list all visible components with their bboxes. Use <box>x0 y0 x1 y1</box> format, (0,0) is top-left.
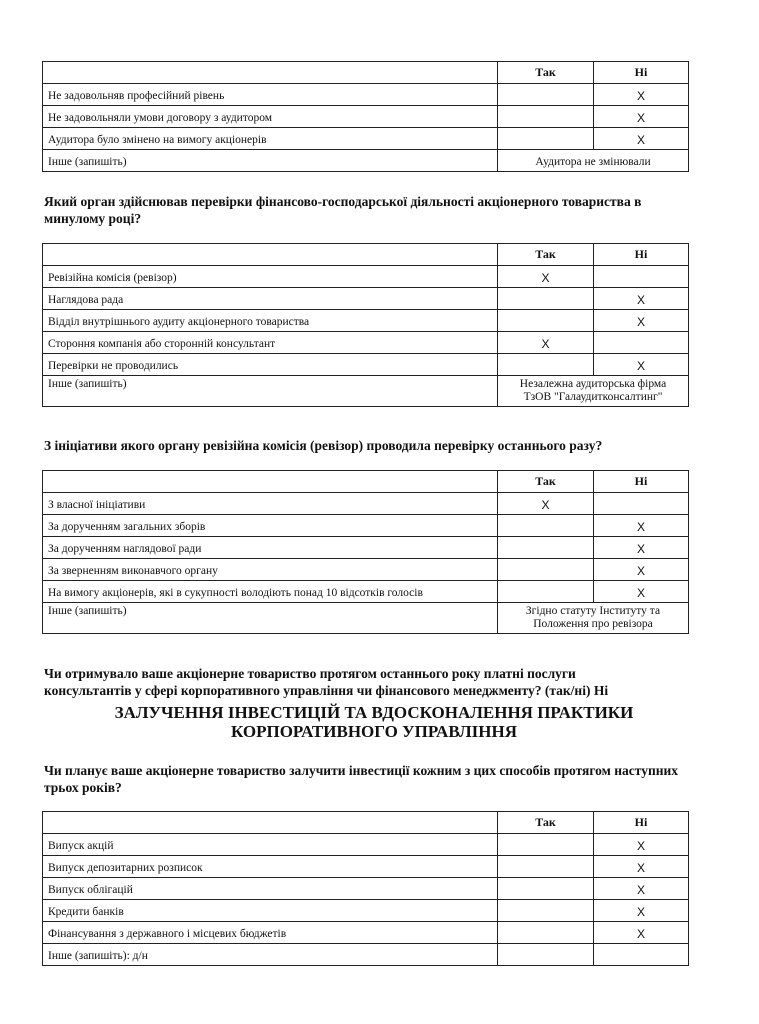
other-value-line1: Згідно статуту Інституту та <box>525 605 661 617</box>
table-row <box>43 128 689 150</box>
no-cell: X <box>594 856 689 878</box>
no-cell <box>594 266 689 288</box>
other-value-line2: Положення про ревізора <box>533 618 653 630</box>
table-row <box>43 581 689 603</box>
row-label: Випуск депозитарних розписок <box>43 856 498 878</box>
other-value <box>498 376 689 407</box>
row-label-other: Інше (запишіть) <box>43 150 498 172</box>
row-label: Перевірки не проводились <box>43 354 498 376</box>
no-cell <box>594 493 689 515</box>
yes-cell <box>498 834 594 856</box>
yes-cell <box>498 878 594 900</box>
table-row <box>43 493 689 515</box>
yes-cell <box>498 944 594 966</box>
table-row <box>43 900 689 922</box>
table-row <box>43 559 689 581</box>
row-label: Не задовольняли умови договору з аудитором <box>43 106 498 128</box>
header-yes: Так <box>498 244 594 266</box>
yes-cell <box>498 537 594 559</box>
yes-cell <box>498 310 594 332</box>
row-label: За дорученням наглядової ради <box>43 537 498 559</box>
row-label: На вимогу акціонерів, які в сукупності володіють понад 10 відсотків голосів <box>43 581 498 603</box>
row-label: Випуск акцій <box>43 834 498 856</box>
yes-cell <box>498 84 594 106</box>
no-cell: X <box>594 922 689 944</box>
question-audit-initiative: З ініціативи якого органу ревізійна комісія (ревізор) проводила перевірку останнього разу? <box>44 438 603 453</box>
question-investments: Чи планує ваше акціонерне товариство залучити інвестиції кожним з цих способів протягом наступних трьох років? <box>44 763 679 795</box>
investments-table <box>42 811 689 966</box>
yes-cell <box>498 900 594 922</box>
no-cell <box>594 332 689 354</box>
header-no: Ні <box>594 244 689 266</box>
table-row-other <box>43 944 689 966</box>
no-cell <box>594 944 689 966</box>
yes-cell <box>498 515 594 537</box>
other-value <box>498 603 689 634</box>
row-label: Стороння компанія або сторонній консультант <box>43 332 498 354</box>
row-label: За зверненням виконавчого органу <box>43 559 498 581</box>
table-row <box>43 834 689 856</box>
table-header-row <box>43 244 689 266</box>
no-cell: X <box>594 581 689 603</box>
question-audit-body: Який орган здійснював перевірки фінансово-господарської діяльності акціонерного товариства в минулому році? <box>44 194 642 226</box>
header-blank <box>43 62 498 84</box>
row-label: Випуск облігацій <box>43 878 498 900</box>
no-cell: X <box>594 878 689 900</box>
row-label: Ревізійна комісія (ревізор) <box>43 266 498 288</box>
audit-initiative-table <box>42 470 689 634</box>
yes-cell <box>498 559 594 581</box>
no-cell: X <box>594 84 689 106</box>
yes-cell <box>498 581 594 603</box>
no-cell: X <box>594 515 689 537</box>
question-consultants <box>44 665 704 699</box>
other-value-line2: ТзОВ "Галаудитконсалтинг" <box>523 391 663 403</box>
header-blank <box>43 471 498 493</box>
yes-cell <box>498 354 594 376</box>
header-no: Ні <box>594 471 689 493</box>
no-cell: X <box>594 537 689 559</box>
row-label-other: Інше (запишіть): д/н <box>43 944 498 966</box>
no-cell: X <box>594 559 689 581</box>
yes-cell: X <box>498 266 594 288</box>
row-label: Аудитора було змінено на вимогу акціонерів <box>43 128 498 150</box>
table-row <box>43 310 689 332</box>
header-yes: Так <box>498 812 594 834</box>
table-row <box>43 354 689 376</box>
table-header-row <box>43 62 689 84</box>
section-heading-line2: КОРПОРАТИВНОГО УПРАВЛІННЯ <box>230 722 518 741</box>
table-row <box>43 84 689 106</box>
audit-body-table <box>42 243 689 407</box>
table-row <box>43 288 689 310</box>
yes-cell <box>498 288 594 310</box>
row-label: Наглядова рада <box>43 288 498 310</box>
no-cell: X <box>594 128 689 150</box>
other-value: Аудитора не змінювали <box>498 150 689 172</box>
yes-cell <box>498 128 594 150</box>
row-label: Фінансування з державного і місцевих бюджетів <box>43 922 498 944</box>
row-label-other: Інше (запишіть) <box>43 376 498 407</box>
question-consultants-line1: Чи отримувало ваше акціонерне товариство протягом останнього року платні послуги <box>44 666 576 681</box>
no-cell: X <box>594 106 689 128</box>
table-row-other <box>43 376 689 407</box>
table-row <box>43 537 689 559</box>
table-row <box>43 106 689 128</box>
section-heading <box>44 703 704 741</box>
header-yes: Так <box>498 62 594 84</box>
row-label: За дорученням загальних зборів <box>43 515 498 537</box>
no-cell: X <box>594 354 689 376</box>
header-no: Ні <box>594 62 689 84</box>
table-header-row <box>43 471 689 493</box>
question-consultants-line2: консультантів у сфері корпоративного управління чи фінансового менеджменту? (так/ні) Ні <box>44 683 609 698</box>
header-blank <box>43 812 498 834</box>
no-cell: X <box>594 288 689 310</box>
row-label: Не задовольняв професійний рівень <box>43 84 498 106</box>
table-row <box>43 922 689 944</box>
header-yes: Так <box>498 471 594 493</box>
header-no: Ні <box>594 812 689 834</box>
yes-cell: X <box>498 493 594 515</box>
yes-cell <box>498 106 594 128</box>
row-label: З власної ініціативи <box>43 493 498 515</box>
row-label: Кредити банків <box>43 900 498 922</box>
no-cell: X <box>594 310 689 332</box>
table-row <box>43 878 689 900</box>
table-row <box>43 515 689 537</box>
section-heading-line1: ЗАЛУЧЕННЯ ІНВЕСТИЦІЙ ТА ВДОСКОНАЛЕННЯ ПРАКТИКИ <box>114 703 634 722</box>
auditor-change-table <box>42 61 689 172</box>
no-cell: X <box>594 900 689 922</box>
table-row <box>43 332 689 354</box>
table-row <box>43 856 689 878</box>
yes-cell <box>498 922 594 944</box>
yes-cell: X <box>498 332 594 354</box>
header-blank <box>43 244 498 266</box>
row-label: Відділ внутрішнього аудиту акціонерного товариства <box>43 310 498 332</box>
no-cell: X <box>594 834 689 856</box>
row-label-other: Інше (запишіть) <box>43 603 498 634</box>
table-row <box>43 266 689 288</box>
table-row-other <box>43 603 689 634</box>
table-header-row <box>43 812 689 834</box>
yes-cell <box>498 856 594 878</box>
table-row-other <box>43 150 689 172</box>
other-value-line1: Незалежна аудиторська фірма <box>519 378 667 390</box>
